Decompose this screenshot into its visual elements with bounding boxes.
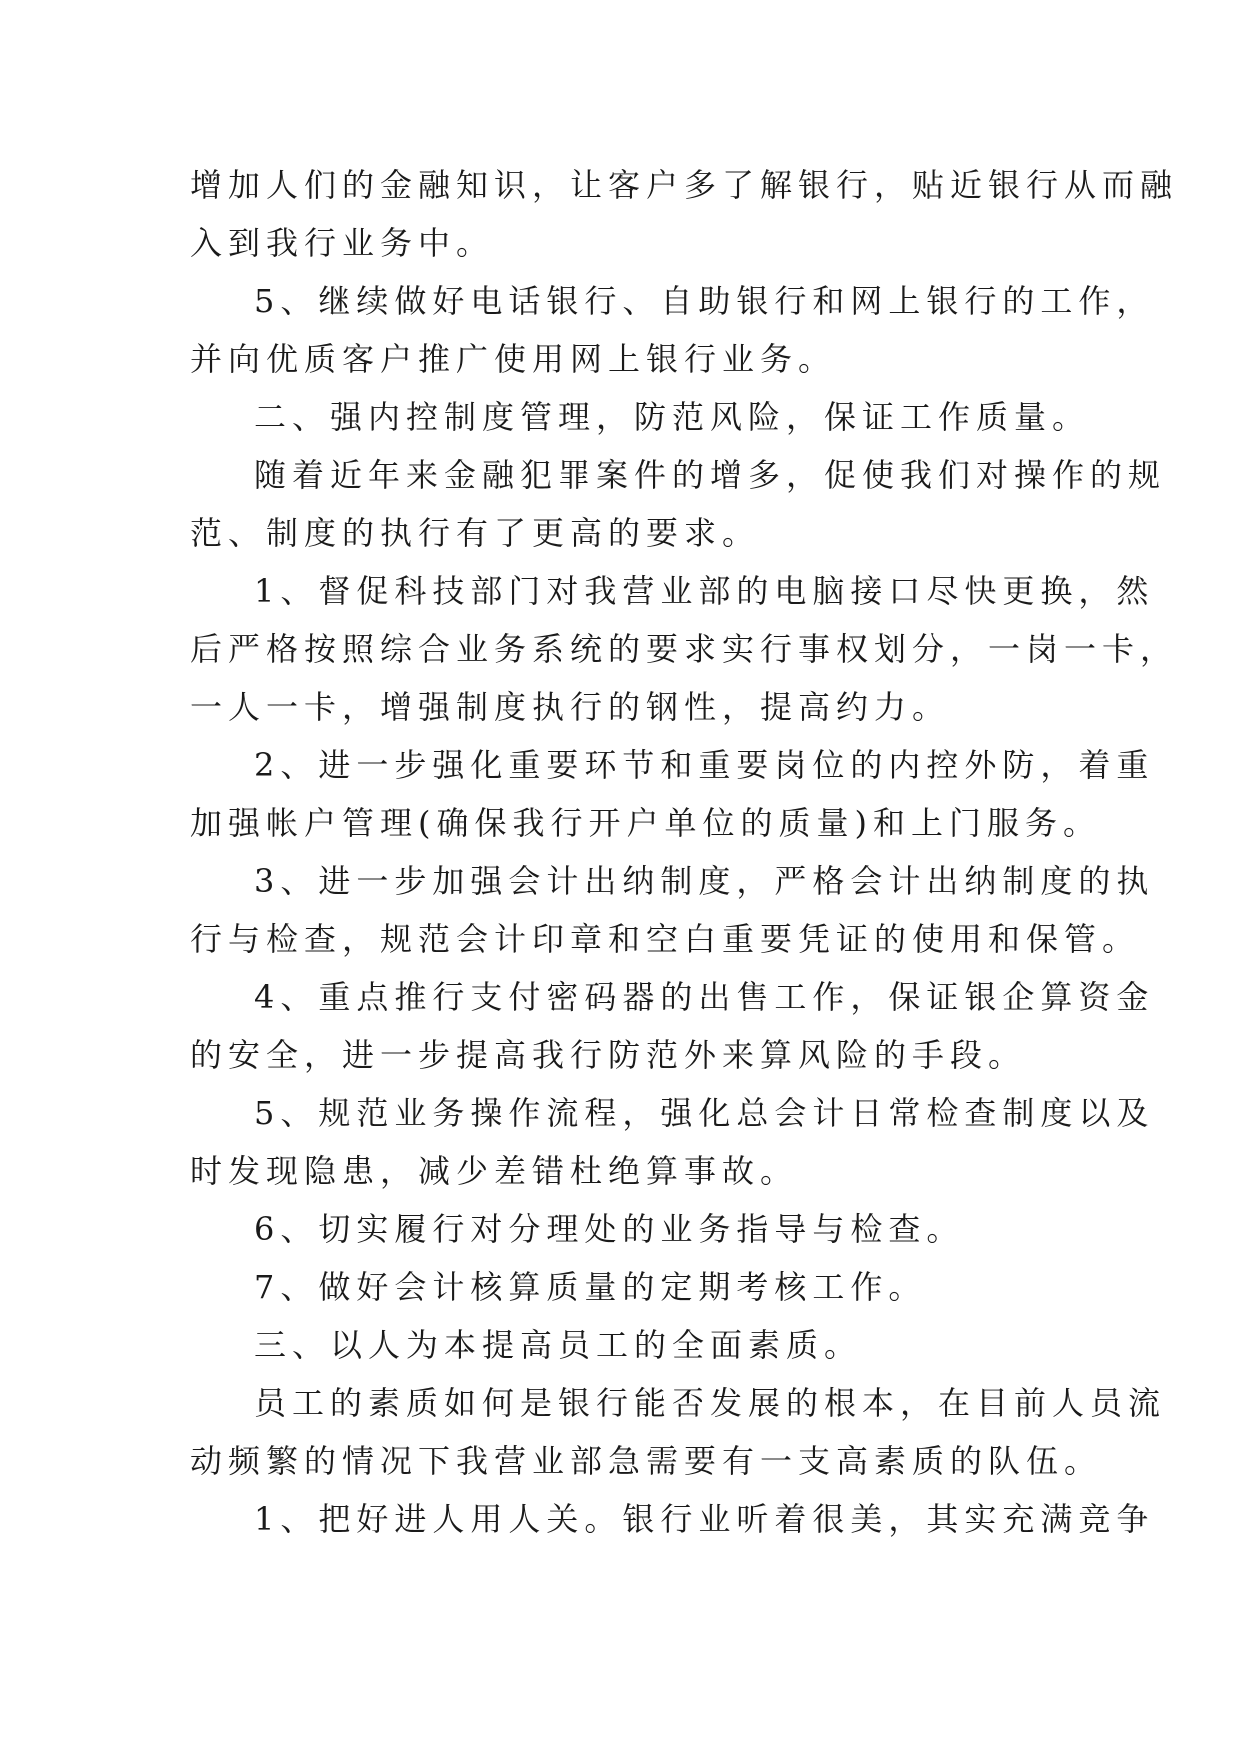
text-line: 行与检查，规范会计印章和空白重要凭证的使用和保管。 — [190, 920, 1141, 958]
text-line: 5、规范业务操作流程，强化总会计日常检查制度以及 — [254, 1094, 1155, 1132]
text-line: 范、制度的执行有了更高的要求。 — [190, 514, 761, 552]
text-line: 随着近年来金融犯罪案件的增多，促使我们对操作的规 — [254, 456, 1167, 494]
text-line: 2、进一步强化重要环节和重要岗位的内控外防，着重 — [254, 746, 1155, 784]
text-line: 7、做好会计核算质量的定期考核工作。 — [254, 1268, 927, 1306]
text-line: 加强帐户管理(确保我行开户单位的质量)和上门服务。 — [190, 804, 1101, 842]
text-line: 并向优质客户推广使用网上银行业务。 — [190, 340, 837, 378]
text-line: 的安全，进一步提高我行防范外来算风险的手段。 — [190, 1036, 1027, 1074]
text-line: 1、督促科技部门对我营业部的电脑接口尽快更换，然 — [254, 572, 1155, 610]
text-line: 动频繁的情况下我营业部急需要有一支高素质的队伍。 — [190, 1442, 1103, 1480]
text-line: 4、重点推行支付密码器的出售工作，保证银企算资金 — [254, 978, 1155, 1016]
text-line: 时发现隐患，减少差错杜绝算事故。 — [190, 1152, 799, 1190]
body-text — [190, 156, 1179, 1548]
text-line: 员工的素质如何是银行能否发展的根本，在目前人员流 — [254, 1384, 1167, 1422]
text-line: 一人一卡，增强制度执行的钢性，提高约力。 — [190, 688, 951, 726]
text-line: 入到我行业务中。 — [190, 224, 495, 262]
section-heading: 二、强内控制度管理，防范风险，保证工作质量。 — [254, 398, 1091, 436]
section-heading: 三、以人为本提高员工的全面素质。 — [254, 1326, 863, 1364]
text-line: 后严格按照综合业务系统的要求实行事权划分，一岗一卡， — [190, 630, 1179, 668]
text-line: 增加人们的金融知识，让客户多了解银行，贴近银行从而融 — [190, 166, 1179, 204]
text-line: 6、切实履行对分理处的业务指导与检查。 — [254, 1210, 965, 1248]
text-line: 3、进一步加强会计出纳制度，严格会计出纳制度的执 — [254, 862, 1155, 900]
text-line: 5、继续做好电话银行、自助银行和网上银行的工作， — [254, 282, 1155, 320]
text-line: 1、把好进人用人关。银行业听着很美，其实充满竞争 — [254, 1500, 1155, 1538]
